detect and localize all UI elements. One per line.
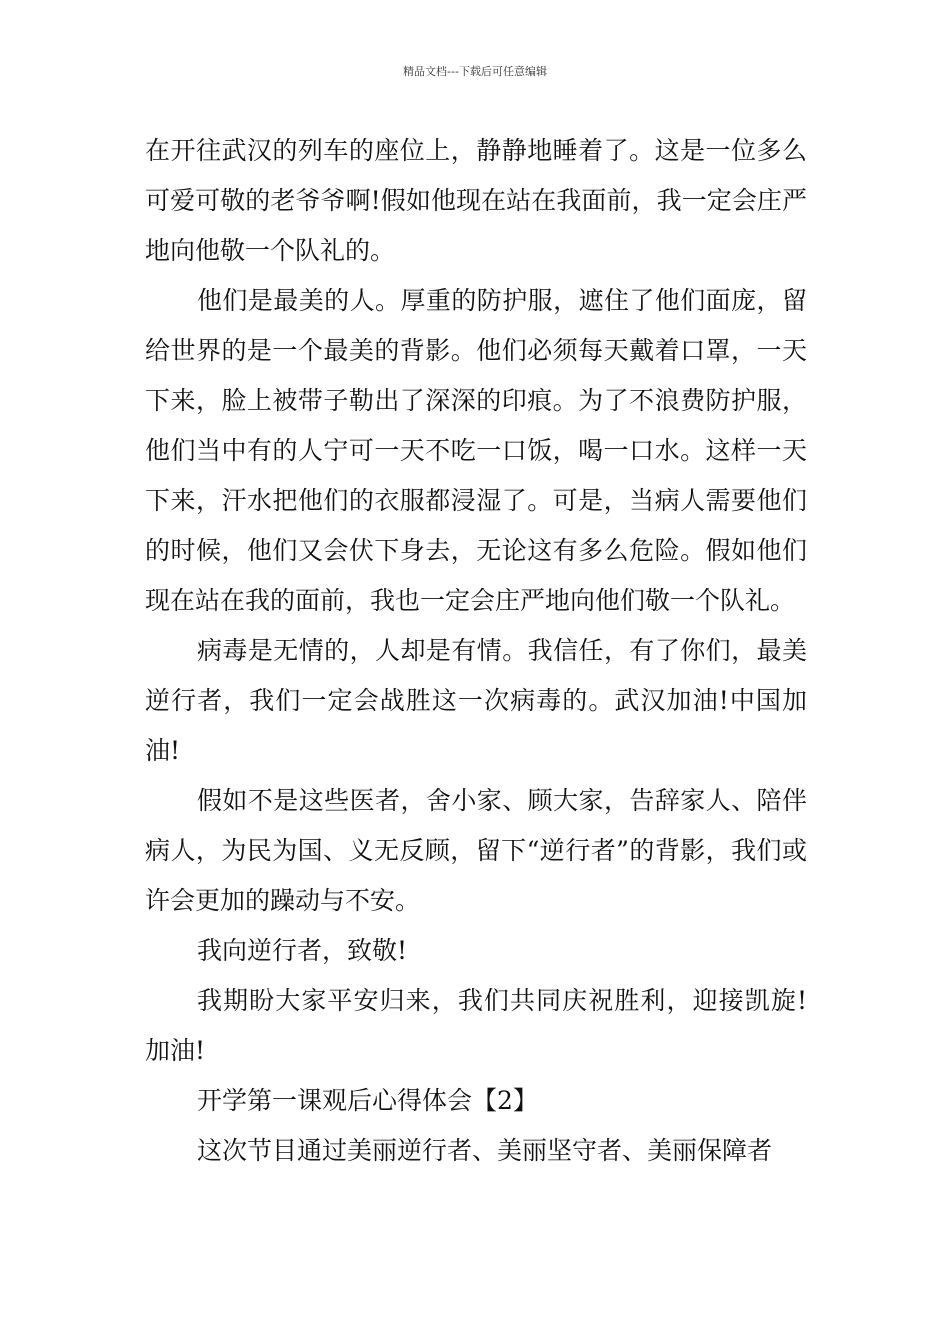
paragraph-2: 他们是最美的人。厚重的防护服，遮住了他们面庞，留给世界的是一个最美的背影。他们必须每天戴着口罩，一天下来，脸上被带子勒出了深深的印痕。为了不浪费防护服，他们当中有的人宁可一天不吃一口饭，喝一口水。这样一天下来，汗水把他们的衣服都浸湿了。可是，当病人需要他们的时候，他们又会伏下身去，无论这有多么危险。假如他们现在站在我的面前，我也一定会庄严地向他们敬一个队礼。 — [145, 286, 807, 615]
document-body — [145, 126, 807, 1176]
page-header: 精品文档---下载后可任意编辑 — [403, 65, 547, 78]
paragraph-7: 这次节目通过美丽逆行者、美丽坚守者、美丽保障者 — [197, 1136, 773, 1165]
paragraph-6: 我期盼大家平安归来，我们共同庆祝胜利，迎接凯旋!加油! — [145, 986, 807, 1065]
paragraph-3: 病毒是无情的，人却是有情。我信任，有了你们，最美逆行者，我们一定会战胜这一次病毒的。武汉加油!中国加油! — [145, 636, 807, 765]
paragraph-1: 在开往武汉的列车的座位上，静静地睡着了。这是一位多么可爱可敬的老爷爷啊!假如他现在站在我面前，我一定会庄严地向他敬一个队礼的。 — [145, 136, 807, 265]
paragraph-4: 假如不是这些医者，舍小家、顾大家，告辞家人、陪伴病人，为民为国、义无反顾，留下“逆行者”的背影，我们或许会更加的躁动与不安。 — [145, 786, 807, 915]
paragraph-5: 我向逆行者，致敬! — [197, 936, 408, 965]
section-heading: 开学第一课观后心得体会【2】 — [197, 1086, 538, 1115]
